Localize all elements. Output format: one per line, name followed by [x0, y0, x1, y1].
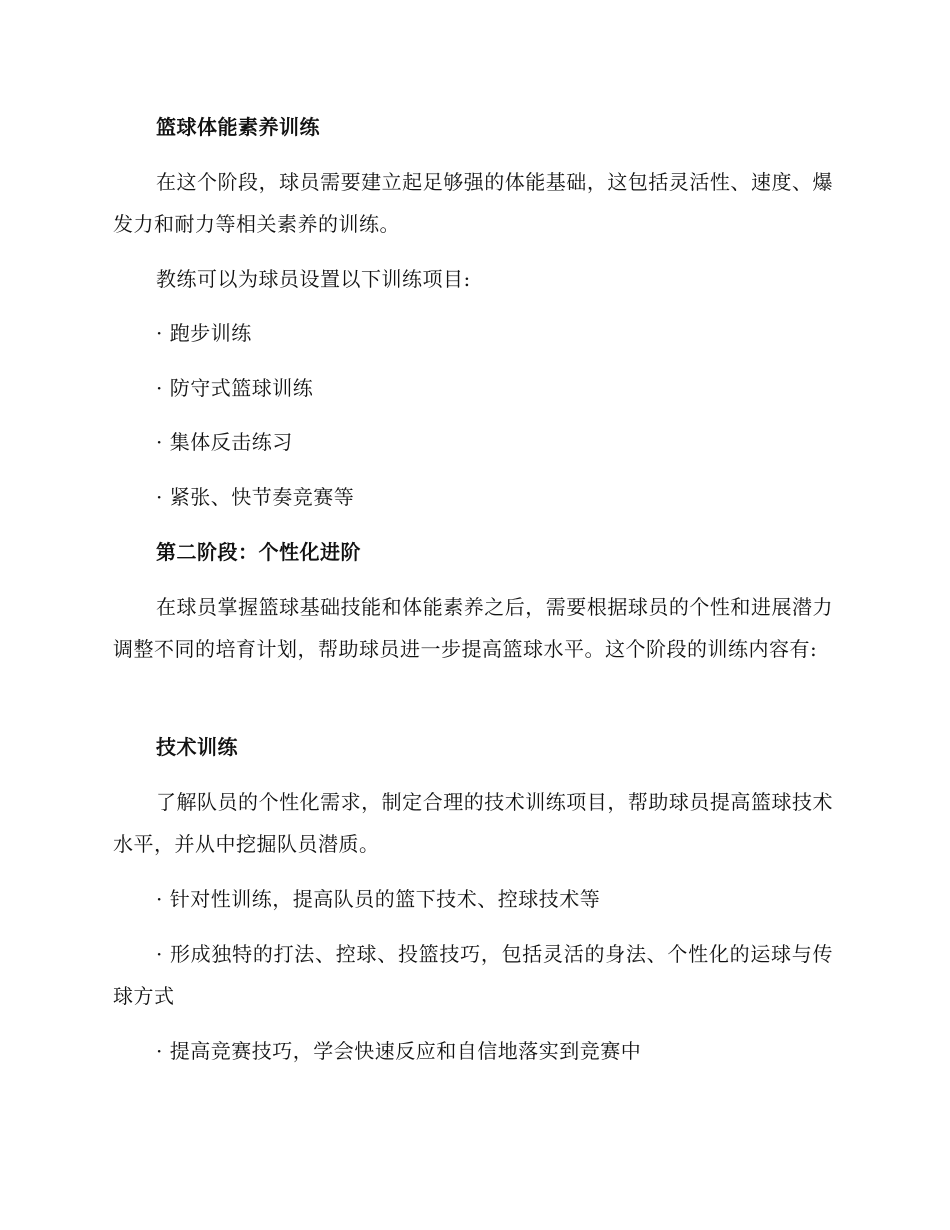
paragraph-physical-foundation: 在这个阶段，球员需要建立起足够强的体能基础，这包括灵活性、速度、爆发力和耐力等相关素养的训练。	[113, 170, 833, 236]
section-heading-technical-training: 技术训练	[156, 735, 238, 759]
list-item-fast-competition: · 紧张、快节奏竞赛等	[156, 485, 355, 509]
list-item-targeted-training: · 针对性训练，提高队员的篮下技术、控球技术等	[156, 887, 601, 911]
list-item-counterattack: · 集体反击练习	[156, 430, 293, 454]
paragraph-stage-two-intro: 在球员掌握篮球基础技能和体能素养之后，需要根据球员的个性和进展潜力调整不同的培育计划，帮助球员进一步提高篮球水平。这个阶段的训练内容有:	[113, 595, 833, 661]
paragraph-coach-training-items: 教练可以为球员设置以下训练项目:	[156, 267, 471, 291]
list-item-defensive-training: · 防守式篮球训练	[156, 376, 314, 400]
list-item-running: · 跑步训练	[156, 321, 252, 345]
list-item-competition-skills: · 提高竞赛技巧，学会快速反应和自信地落实到竞赛中	[156, 1039, 642, 1063]
section-heading-stage-two: 第二阶段：个性化进阶	[156, 540, 361, 564]
paragraph-technical-training: 了解队员的个性化需求，制定合理的技术训练项目，帮助球员提高篮球技术水平，并从中挖掘队员潜质。	[113, 790, 833, 856]
section-heading-physical-training: 篮球体能素养训练	[156, 115, 320, 139]
list-item-unique-style: · 形成独特的打法、控球、投篮技巧，包括灵活的身法、个性化的运球与传球方式	[113, 942, 833, 1008]
